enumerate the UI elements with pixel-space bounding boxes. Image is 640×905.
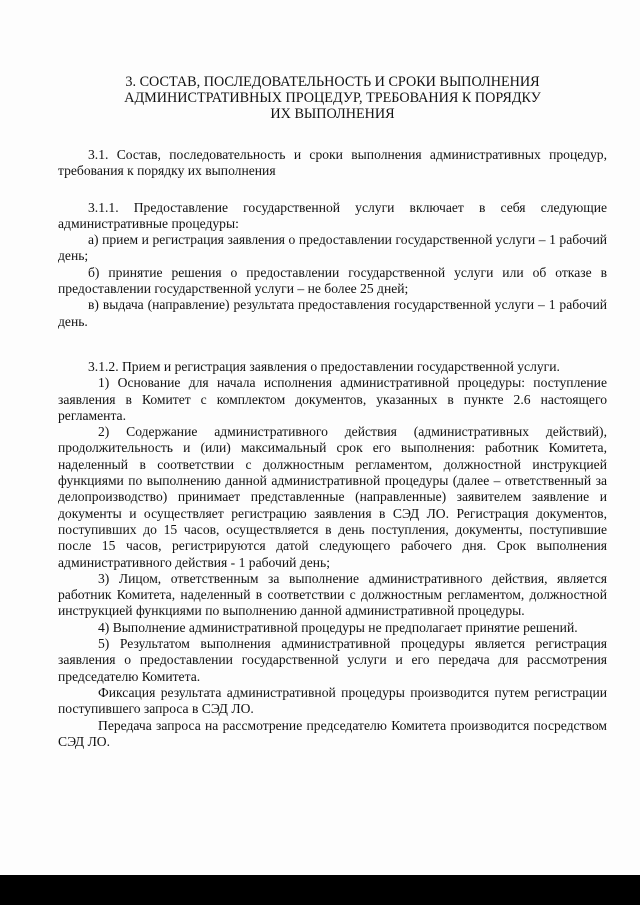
list-item-b: б) принятие решения о предоставлении государственной услуги или об отказе в предоставлении государственной услуги – не более 25 дней; — [58, 264, 607, 297]
item-5-result: 5) Результатом выполнения административной процедуры является регистрация заявления о предоставлении государственной услуги и его передача для рассмотрения председателю Комитета. — [58, 636, 607, 684]
paragraph-transfer: Передача запроса на рассмотрение председателю Комитета производится посредством СЭД ЛО. — [58, 717, 607, 749]
item-2-content: 2) Содержание административного действия (административных действий), продолжительность и (или) максимальный срок его выполнения: работник Комитета, наделенный в соответствии с должностным регламентом, должностной инструкцией функциями по выполнению данной административной процедуры (далее – ответственный за делопроизводство) принимает представленные (направленные) заявителем заявление и документы и осуществляет регистрацию заявления в СЭД ЛО. Регистрация документов, поступивших до 15 часов, осуществляется в день поступления, документы, поступившие после 15 часов, регистрируются датой следующего рабочего дня. Срок выполнения административного действия - 1 рабочий день; — [58, 424, 607, 570]
document-body — [58, 74, 607, 750]
scan-bottom-border — [0, 875, 640, 905]
item-1-basis: 1) Основание для начала исполнения административной процедуры: поступление заявления в Комитет с комплектом документов, указанных в пункте 2.6 настоящего регламента. — [58, 375, 607, 423]
paragraph-3-1: 3.1. Состав, последовательность и сроки выполнения административных процедур, требования к порядку их выполнения — [58, 147, 607, 179]
list-item-v: в) выдача (направление) результата предоставления государственной услуги – 1 рабочий день. — [58, 297, 607, 329]
section-title-line-2: АДМИНИСТРАТИВНЫХ ПРОЦЕДУР, ТРЕБОВАНИЯ К ПОРЯДКУ — [124, 90, 541, 106]
section-title-line-3: ИХ ВЫПОЛНЕНИЯ — [270, 106, 395, 122]
item-4-decisions: 4) Выполнение административной процедуры не предполагает принятие решений. — [98, 619, 578, 635]
list-item-a: а) прием и регистрация заявления о предоставлении государственной услуги – 1 рабочий день; — [58, 232, 607, 264]
paragraph-3-1-2: 3.1.2. Прием и регистрация заявления о предоставлении государственной услуги. — [88, 358, 560, 374]
item-3-responsible: 3) Лицом, ответственным за выполнение административного действия, является работник Комитета, наделенный в соответствии с должностным регламентом, должностной инструкцией функциями по выполнению данной административной процедуры. — [58, 570, 607, 619]
paragraph-3-1-1: 3.1.1. Предоставление государственной услуги включает в себя следующие административные процедуры: — [58, 199, 607, 231]
paragraph-fixation: Фиксация результата административной процедуры производится путем регистрации поступившего запроса в СЭД ЛО. — [58, 684, 607, 717]
section-title-line-1: 3. СОСТАВ, ПОСЛЕДОВАТЕЛЬНОСТЬ И СРОКИ ВЫПОЛНЕНИЯ — [125, 74, 540, 90]
section-title — [58, 74, 607, 122]
